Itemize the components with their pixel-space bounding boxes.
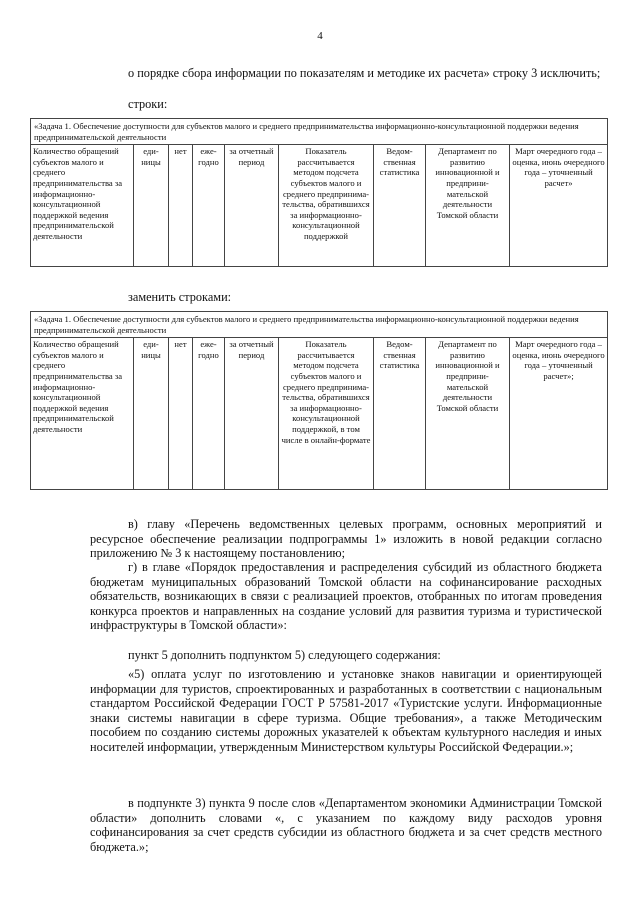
timing-cell: Март очередного года – оценка, июнь очередного года – уточненный расчет»; [510, 338, 608, 490]
periodicity-cell: еже-годно [193, 338, 225, 490]
table-row [31, 338, 608, 490]
basis-cell: нет [169, 145, 193, 267]
responsible-cell: Департамент по развитию инновационной и предприни-мательской деятельности Томской области [426, 338, 510, 490]
page-number: 4 [317, 30, 323, 42]
source-cell: Ведом-ственная статистика [374, 338, 426, 490]
periodicity-cell: еже-годно [193, 145, 225, 267]
new-indicator-table [30, 311, 608, 490]
unit-cell: еди-ницы [134, 145, 169, 267]
period-cell: за отчетный период [225, 145, 279, 267]
unit-cell: еди-ницы [134, 338, 169, 490]
indicator-cell: Количество обращений субъектов малого и среднего предпринимательства за информационно-консультационной поддержкой ведения предпринимательской деятельности [31, 338, 134, 490]
method-cell: Показатель рассчитывается методом подсчета субъектов малого и среднего предпринима-тельства, обратившихся за информационно-консультационной поддержкой, в том числе в онлайн-формате [279, 338, 374, 490]
method-cell: Показатель рассчитывается методом подсчета субъектов малого и среднего предпринима-тельства, обратившихся за информационно-консультационной поддержкой [279, 145, 374, 267]
replace-label: заменить строками: [128, 290, 232, 304]
paragraph-g: г) в главе «Порядок предоставления и распределения субсидий из областного бюджета бюджетам муниципальных образований Томской области на софинансирование расходных обязательств, возникающих в связи с реализацией проектов, отобранных по итогам проведения конкурса проектов и направленных на создание условий для развития туризма и туристической инфраструктуры в Томской области»: [90, 560, 602, 633]
intro-paragraph: о порядке сбора информации по показателям и методике их расчета» строку 3 исключить; [128, 66, 601, 80]
paragraph-v: в) главу «Перечень ведомственных целевых программ, основных мероприятий и ресурсное обеспечение реализации подпрограммы 1» изложить в новой редакции согласно приложению № 3 к настоящему постановлению; [90, 517, 602, 561]
task-header: «Задача 1. Обеспечение доступности для субъектов малого и среднего предпринимательства информационно-консультационной поддержки ведения предпринимательской деятельности [31, 119, 608, 145]
paragraph-subpoint5: «5) оплата услуг по изготовлению и установке знаков навигации и ориентирующей информации для туристов, спроектированных и разработанных в соответствии с национальным стандартом Российской Федерации ГОСТ Р 57581-2017 «Туристские услуги. Информационные знаки системы навигации в сфере туризма. Общие требования», а также Методическим пособием по созданию системы дорожных указателей к объектам культурного наследия и иных носителей информации, утвержденным Министерством культуры Российской Федерации.»; [90, 667, 602, 754]
paragraph-point9: в подпункте 3) пункта 9 после слов «Департаментом экономики Администрации Томской области» дополнить словами «, с указанием по каждому виду расходов уровня софинансирования за счет средств субсидии из областного бюджета и за счет средств местного бюджета.»; [90, 796, 602, 854]
responsible-cell: Департамент по развитию инновационной и предприни-мательской деятельности Томской области [426, 145, 510, 267]
old-indicator-table [30, 118, 608, 267]
timing-cell: Март очередного года – оценка, июнь очередного года – уточненный расчет» [510, 145, 608, 267]
table-row [31, 145, 608, 267]
indicator-cell: Количество обращений субъектов малого и среднего предпринимательства за информационно-консультационной поддержкой ведения предпринимательской деятельности [31, 145, 134, 267]
source-cell: Ведом-ственная статистика [374, 145, 426, 267]
paragraph-point5: пункт 5 дополнить подпунктом 5) следующего содержания: [128, 648, 441, 662]
task-header: «Задача 1. Обеспечение доступности для субъектов малого и среднего предпринимательства информационно-консультационной поддержки ведения предпринимательской деятельности [31, 312, 608, 338]
rows-label: строки: [128, 97, 168, 111]
period-cell: за отчетный период [225, 338, 279, 490]
basis-cell: нет [169, 338, 193, 490]
